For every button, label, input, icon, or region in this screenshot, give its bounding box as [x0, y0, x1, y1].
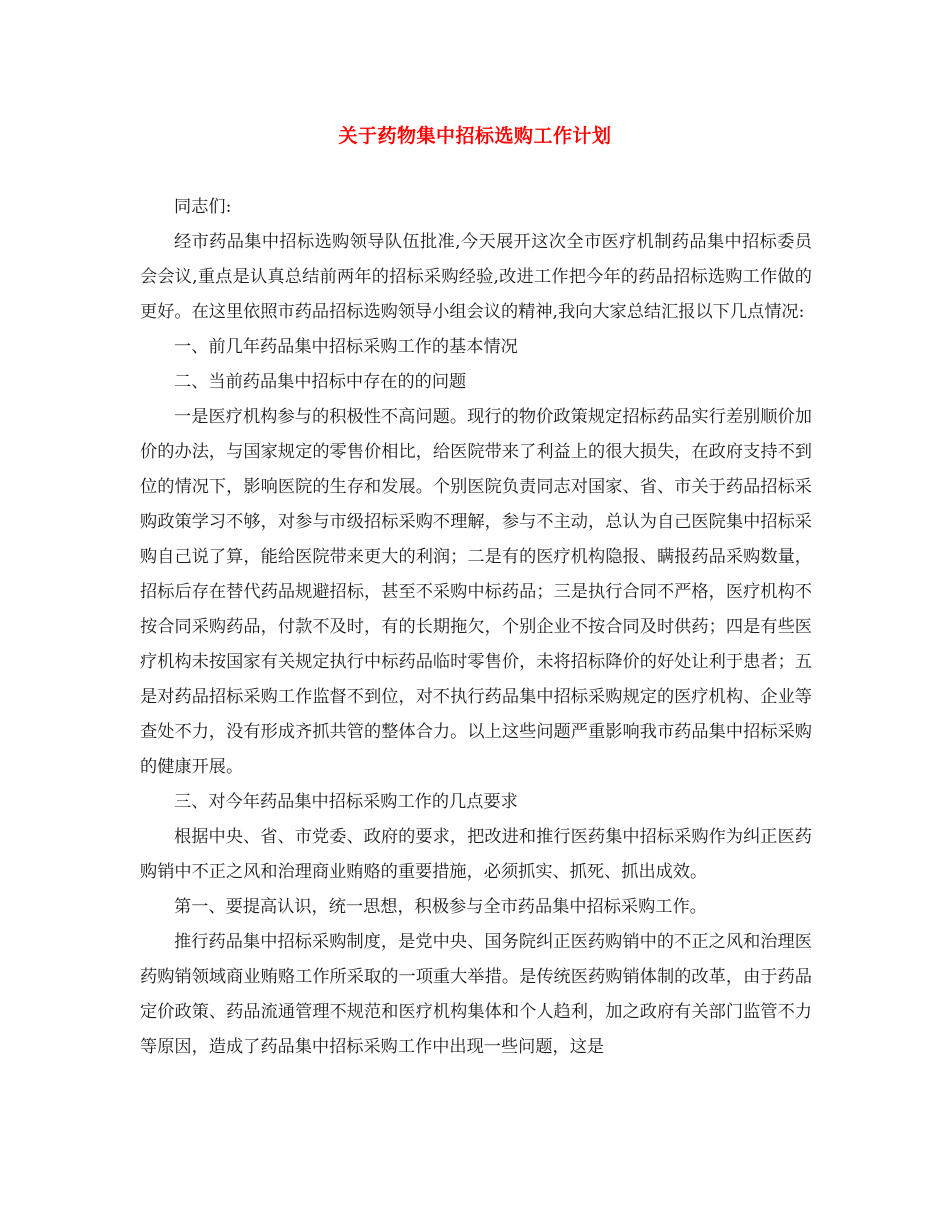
document-body — [140, 190, 812, 1065]
section-heading-3: 三、对今年药品集中招标采购工作的几点要求 — [174, 792, 518, 812]
paragraph-intro: 经市药品集中招标选购领导队伍批准,今天展开这次全市医疗机制药品集中招标委员会会议,重点是认真总结前两年的招标采购经验,改进工作把今年的药品招标选购工作做的更好。在这里依照市药品招标选购领导小组会议的精神,我向大家总结汇报以下几点情况: — [140, 232, 812, 322]
document-title: 关于药物集中招标选购工作计划 — [338, 125, 612, 147]
paragraph-reform: 推行药品集中招标采购制度，是党中央、国务院纠正医药购销中的不正之风和治理医药购销领域商业贿赂工作所采取的一项重大举措。是传统医药购销体制的改革，由于药品定价政策、药品流通管理不规范和医疗机构集体和个人趋利，加之政府有关部门监管不力等原因，造成了药品集中招标采购工作中出现一些问题，这是 — [140, 932, 812, 1057]
section-heading-1: 一、前几年药品集中招标采购工作的基本情况 — [174, 337, 518, 357]
paragraph-problems: 一是医疗机构参与的积极性不高问题。现行的物价政策规定招标药品实行差别顺价加价的办法，与国家规定的零售价相比，给医院带来了利益上的很大损失，在政府支持不到位的情况下，影响医院的生存和发展。个别医院负责同志对国家、省、市关于药品招标采购政策学习不够，对参与市级招标采购不理解，参与不主动，总认为自己医院集中招标采购自己说了算，能给医院带来更大的利润；二是有的医疗机构隐报、瞒报药品采购数量，招标后存在替代药品规避招标，甚至不采购中标药品；三是执行合同不严格，医疗机构不按合同采购药品，付款不及时，有的长期拖欠，个别企业不按合同及时供药；四是有些医疗机构未按国家有关规定执行中标药品临时零售价，未将招标降价的好处让利于患者；五是对药品招标采购工作监督不到位，对不执行药品集中招标采购规定的医疗机构、企业等查处不力，没有形成齐抓共管的整体合力。以上这些问题严重影响我市药品集中招标采购的健康开展。 — [140, 407, 812, 777]
paragraph-greeting: 同志们: — [174, 197, 232, 217]
subsection-heading-1: 第一、要提高认识，统一思想，积极参与全市药品集中招标采购工作。 — [174, 897, 707, 917]
paragraph-requirements: 根据中央、省、市党委、政府的要求，把改进和推行医药集中招标采购作为纠正医药购销中不正之风和治理商业贿赂的重要措施，必须抓实、抓死、抓出成效。 — [140, 827, 812, 882]
section-heading-2: 二、当前药品集中招标中存在的的问题 — [174, 372, 467, 392]
